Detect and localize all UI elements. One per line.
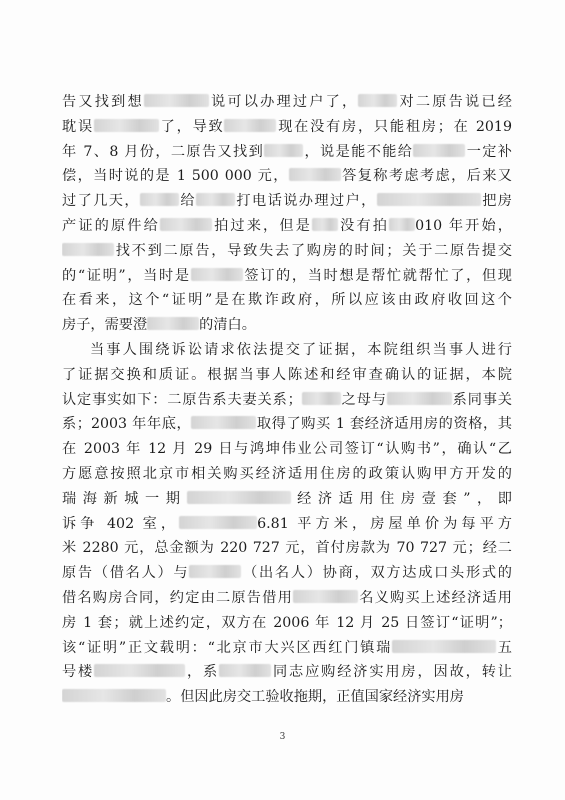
text-run: 之母与 [340,391,387,408]
redaction-block [140,193,179,206]
text-run: 系同事关 [451,391,512,408]
redaction-block [187,491,291,504]
text-run: 认定事实如下：二原告系夫妻关系； [62,391,302,408]
text-run: 借名购房合同，约定由二原告借用 [62,589,293,606]
redaction-block [62,243,114,256]
text-line [62,586,512,611]
redaction-block [219,664,271,677]
text-run: 经济适用住房壹套”，即 [290,490,512,507]
text-run: 名义购买上述经济适用 [357,589,512,606]
text-run: 过了几天， [62,193,140,210]
text-run: 说可以办理过户了， [208,94,359,110]
text-line [62,140,512,165]
text-line [62,313,512,338]
redaction-block [62,689,166,702]
text-run: 系；2003 年年底， [62,416,192,433]
text-run: 对二原告说已经 [397,94,512,110]
redaction-block [293,590,358,603]
redaction-block [94,119,159,132]
text-run: 010 年开始， [415,217,512,234]
redaction-block [387,392,452,405]
redaction-block [94,664,185,677]
redaction-block [392,640,496,653]
text-line [62,264,512,289]
text-run: 当事人围绕诉讼请求依法提交了证据，本院组织当事人进行 [90,341,512,358]
text-line [62,487,512,512]
text-line [62,512,512,537]
text-line [62,90,512,115]
page-number: 3 [279,732,286,742]
text-line [62,338,512,363]
text-run: 耽误 [62,118,94,135]
text-line [62,561,512,586]
text-run: 签订的，当时想是帮忙就帮忙了，但现 [242,267,512,284]
text-line [62,636,512,661]
text-run: 6.81 平方米，房屋单价为每平方 [257,515,512,532]
text-line [62,214,512,239]
redaction-block [413,144,465,157]
redaction-block [289,168,341,181]
text-run: ，说是能不能给 [303,143,414,160]
text-run: 把房 [480,193,512,210]
text-line [62,437,512,462]
text-run: 号楼 [62,664,95,681]
text-line [62,412,512,437]
redaction-block [224,119,276,132]
redaction-block [160,218,212,231]
text-run: 一定补 [465,143,512,160]
text-run: 没有拍 [338,217,390,234]
text-run: 年 7、8 月份，二原告又找到 [62,143,265,160]
text-line [62,363,512,388]
text-line [62,611,512,636]
redaction-block [302,392,341,405]
text-run: 米 2280 元，总金额为 220 727 元，首付房款为 70 727 元；经二 [62,540,512,557]
text-run: 房子，需要澄 [62,317,148,334]
text-run: 了证据交换和质证。根据当事人陈述和经审查确认的证据，本院 [62,366,512,383]
text-run: （出名人）协商，双方达成口头形式的 [241,565,512,582]
redaction-block [312,218,338,231]
text-run: 五 [496,639,512,656]
text-run: 拍过来，但是 [211,217,312,234]
text-run: 瑞海新城一期 [62,490,187,507]
redaction-block [196,193,235,206]
text-run: 告又找到想 [62,94,144,110]
text-run: 。但因此房交工验收拖期，正值国家经济实用房 [166,689,464,706]
redaction-block [389,218,415,231]
text-run: 在看来，这个“证明”是在欺诈政府，所以应该由政府收回这个 [62,292,512,309]
text-run: 房 1 套；就上述约定，双方在 2006 年 12 月 25 日签订“证明”； [62,614,512,631]
redaction-block [264,144,303,157]
text-run: 产证的原件给 [62,217,160,234]
redaction-block [191,268,243,281]
text-line [62,536,512,561]
text-run: 了，导致 [158,118,225,135]
paragraph-1 [62,90,512,338]
text-run: 取得了购买 1 套经济适用房的资格，其 [256,416,512,433]
text-line [62,685,512,710]
text-run: 偿，当时说的是 1 500 000 元， [62,168,289,185]
text-run: 现在没有房，只能租房；在 2019 [276,118,512,135]
text-run: 该“证明”正文载明：“北京市大兴区西红门镇瑞 [62,639,393,656]
text-line [62,288,512,313]
text-run: 答复称考虑考虑，后来又 [340,168,512,185]
text-run: 找不到二原告，导致失去了购房的时间；关于二原告提交 [114,242,512,259]
text-line [62,239,512,264]
redaction-block [377,193,481,206]
redaction-block [179,516,257,529]
text-line [62,660,512,685]
text-line [62,388,512,413]
text-run: ，系 [185,664,220,681]
text-line [62,462,512,487]
text-run: 在 2003 年 12 月 29 日与鸿坤伟业公司签订“认购书”，确认“乙 [62,441,512,458]
redaction-block [189,565,241,578]
text-run: 打电话说办理过户， [235,193,377,210]
document-body [62,90,512,710]
text-line [62,189,512,214]
text-run: 给 [178,193,196,210]
redaction-block [147,317,199,330]
redaction-block [191,416,256,429]
text-line [62,164,512,189]
redaction-block [358,94,397,107]
text-run: 同志应购经济实用房，因故，转让 [271,664,512,681]
text-run: 的清白。 [199,317,256,334]
redaction-block [144,94,209,107]
text-line [62,115,512,140]
paragraph-2 [62,338,512,710]
text-run: 原告（借名人）与 [62,565,190,582]
text-run: 诉争 402 室， [62,515,180,532]
text-run: 方愿意按照北京市相关购买经济适用住房的政策认购甲方开发的 [62,465,512,482]
text-run: 的“证明”，当时是 [62,267,191,284]
